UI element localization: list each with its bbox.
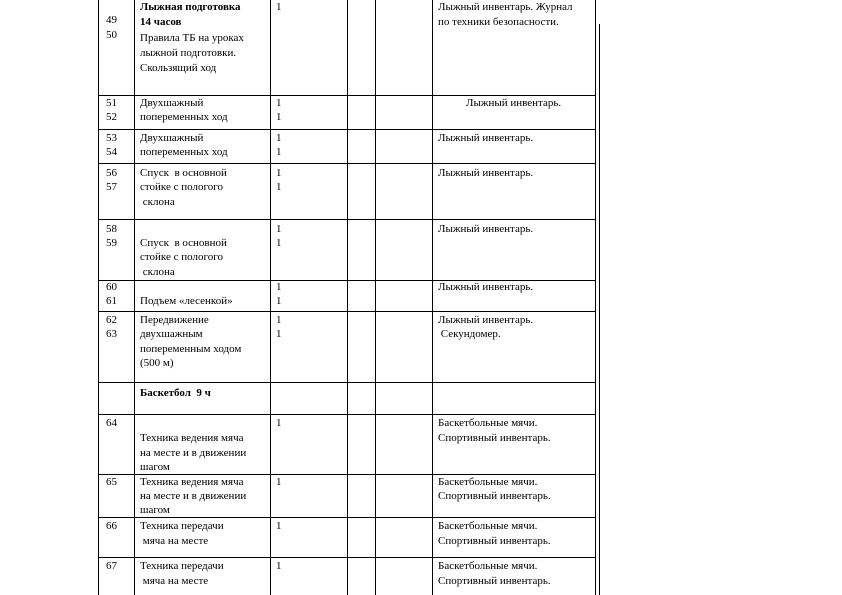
- lesson-topic: Спуск в основной: [140, 237, 227, 249]
- row-divider: [98, 163, 596, 164]
- lesson-number: 64: [106, 417, 117, 429]
- lesson-number: 65: [106, 476, 117, 488]
- lesson-topic: попеременных ход: [140, 111, 228, 123]
- row-divider: [98, 382, 596, 383]
- lesson-topic: шагом: [140, 461, 170, 473]
- lesson-number: 56: [106, 167, 117, 179]
- lesson-number: 59: [106, 237, 117, 249]
- lesson-number: 54: [106, 146, 117, 158]
- lesson-topic: стойке с пологого: [140, 181, 223, 193]
- table-border-right-outer: [599, 24, 600, 595]
- hours-count: 1: [276, 111, 282, 123]
- hours-count: 1: [276, 520, 282, 532]
- hours-count: 1: [276, 560, 282, 572]
- hours-count: 1: [276, 146, 282, 158]
- lesson-topic: Правила ТБ на уроках: [140, 32, 244, 44]
- equipment-text: Лыжный инвентарь.: [438, 167, 534, 179]
- lesson-topic: Двухшажный: [140, 97, 204, 109]
- lesson-number: 60: [106, 281, 117, 293]
- lesson-number: 53: [106, 132, 117, 144]
- equipment-text: Лыжный инвентарь.: [438, 314, 534, 326]
- equipment-text: Баскетбольные мячи.: [438, 476, 538, 488]
- hours-count: 1: [276, 237, 282, 249]
- equipment-text: Секундомер.: [438, 328, 501, 340]
- hours-count: 1: [276, 223, 282, 235]
- lesson-topic: (500 м): [140, 357, 174, 369]
- lesson-number: 49: [106, 14, 117, 26]
- lesson-number: 57: [106, 181, 117, 193]
- row-divider: [98, 414, 596, 415]
- lesson-number: 50: [106, 29, 117, 41]
- row-divider: [98, 517, 596, 518]
- hours-count: 1: [276, 328, 282, 340]
- equipment-text: Баскетбольные мячи.: [438, 560, 538, 572]
- equipment-text: Лыжный инвентарь.: [438, 223, 534, 235]
- lesson-number: 61: [106, 295, 117, 307]
- section-hours: 14 часов: [140, 16, 182, 28]
- equipment-text: Спортивный инвентарь.: [438, 575, 551, 587]
- equipment-text: Баскетбольные мячи.: [438, 417, 538, 429]
- equipment-text: Лыжный инвентарь.: [466, 97, 562, 109]
- lesson-topic: на месте и в движении: [140, 490, 247, 502]
- lesson-topic: Техника передачи: [140, 520, 224, 532]
- lesson-topic: склона: [140, 266, 175, 278]
- hours-count: 1: [276, 132, 282, 144]
- lesson-topic: Двухшажный: [140, 132, 204, 144]
- equipment-text: Лыжный инвентарь. Журнал: [438, 1, 573, 13]
- equipment-text: Лыжный инвентарь.: [438, 132, 534, 144]
- column-divider: [432, 0, 433, 595]
- lesson-topic: Техника ведения мяча: [140, 432, 244, 444]
- lesson-topic: попеременным ходом: [140, 343, 242, 355]
- column-divider: [134, 0, 135, 595]
- lesson-number: 52: [106, 111, 117, 123]
- row-divider: [98, 219, 596, 220]
- lesson-topic: мяча на месте: [140, 575, 209, 587]
- hours-count: 1: [276, 417, 282, 429]
- column-divider: [347, 0, 348, 595]
- lesson-topic: стойке с пологого: [140, 251, 223, 263]
- lesson-topic: склона: [140, 196, 175, 208]
- column-divider: [375, 0, 376, 595]
- equipment-text: по техники безопасности.: [438, 16, 559, 28]
- table-border-right: [595, 0, 596, 595]
- row-divider: [98, 311, 596, 312]
- lesson-topic: Подъем «лесенкой»: [140, 295, 233, 307]
- column-divider: [270, 0, 271, 595]
- equipment-text: Спортивный инвентарь.: [438, 535, 551, 547]
- equipment-text: Спортивный инвентарь.: [438, 432, 551, 444]
- equipment-text: Баскетбольные мячи.: [438, 520, 538, 532]
- lesson-topic: двухшажным: [140, 328, 203, 340]
- hours-count: 1: [276, 1, 282, 13]
- lesson-topic: Техника ведения мяча: [140, 476, 244, 488]
- hours-count: 1: [276, 295, 282, 307]
- lesson-topic: Спуск в основной: [140, 167, 227, 179]
- lesson-topic: шагом: [140, 504, 170, 516]
- row-divider: [98, 557, 596, 558]
- lesson-topic: Скользящий ход: [140, 62, 217, 74]
- lesson-number: 63: [106, 328, 117, 340]
- lesson-topic: Техника передачи: [140, 560, 224, 572]
- equipment-text: Лыжный инвентарь.: [438, 281, 534, 293]
- hours-count: 1: [276, 281, 282, 293]
- lesson-topic: мяча на месте: [140, 535, 209, 547]
- hours-count: 1: [276, 97, 282, 109]
- lesson-number: 67: [106, 560, 117, 572]
- lesson-topic: лыжной подготовки.: [140, 47, 237, 59]
- lesson-number: 58: [106, 223, 117, 235]
- lesson-topic: попеременных ход: [140, 146, 228, 158]
- lesson-number: 51: [106, 97, 117, 109]
- lesson-topic: Передвижение: [140, 314, 209, 326]
- lesson-number: 66: [106, 520, 117, 532]
- row-divider: [98, 129, 596, 130]
- hours-count: 1: [276, 167, 282, 179]
- lesson-topic: на месте и в движении: [140, 447, 247, 459]
- hours-count: 1: [276, 314, 282, 326]
- section-title: Баскетбол 9 ч: [140, 387, 211, 399]
- hours-count: 1: [276, 476, 282, 488]
- hours-count: 1: [276, 181, 282, 193]
- lesson-number: 62: [106, 314, 117, 326]
- section-title: Лыжная подготовка: [140, 1, 241, 13]
- table-border-left: [98, 0, 99, 595]
- equipment-text: Спортивный инвентарь.: [438, 490, 551, 502]
